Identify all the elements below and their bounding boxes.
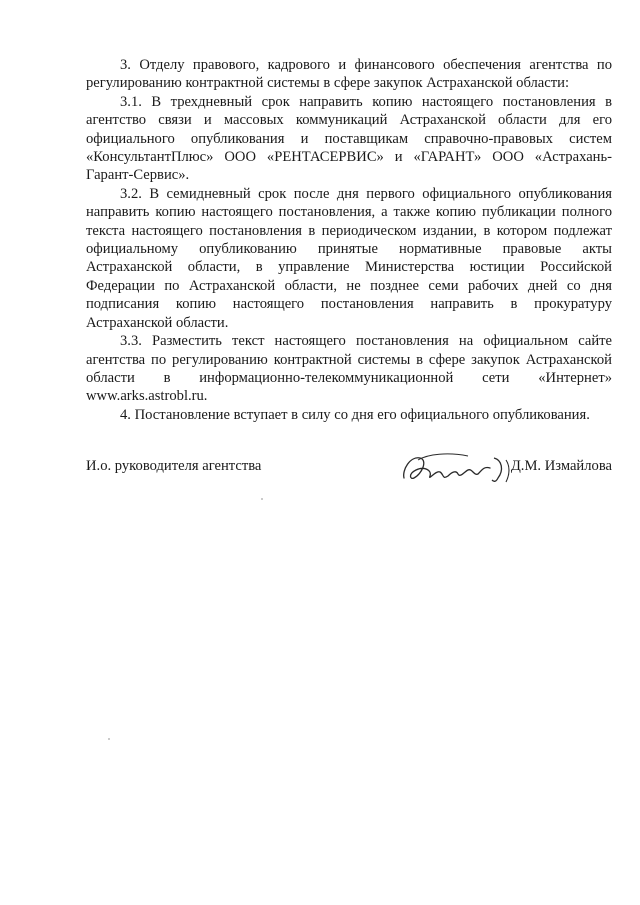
scan-speck	[261, 498, 263, 500]
signature-block	[86, 448, 612, 488]
signatory-name: Д.М. Измайлова	[510, 458, 612, 474]
scan-speck	[108, 738, 110, 740]
paragraph-3-3: 3.3. Разместить текст настоящего постановления на официальном сайте агентства по регулированию контрактной системы в сфере закупок Астраханской области в информационно-телекоммуникационной сети «Интернет» www.arks.astrobl.ru.	[86, 333, 612, 405]
paragraph-3-1: 3.1. В трехдневный срок направить копию настоящего постановления в агентство связи и массовых коммуникаций Астраханской области для его официального опубликования и поставщикам справочно-правовых систем «КонсультантПлюс» ООО «РЕНТАСЕРВИС» и «ГАРАНТ» ООО «Астрахань-Гарант-Сервис».	[86, 93, 612, 184]
signatory-position: И.о. руководителя агентства	[86, 458, 262, 474]
document-body	[86, 56, 612, 424]
handwritten-signature	[398, 448, 528, 488]
paragraph-3-2: 3.2. В семидневный срок после дня первого официального опубликования направить копию настоящего постановления, а также копию публикации полного текста настоящего постановления в периодическом издании, в котором подлежат официальному опубликованию принятые нормативные правовые акты Астраханской области, в управление Министерства юстиции Российской Федерации по Астраханской области, не позднее семи рабочих дней со дня подписания копию настоящего постановления направить в прокуратуру Астраханской области.	[86, 185, 612, 331]
paragraph-3: 3. Отделу правового, кадрового и финансового обеспечения агентства по регулированию контрактной системы в сфере закупок Астраханской области:	[86, 57, 612, 92]
paragraph-4: 4. Постановление вступает в силу со дня его официального опубликования.	[120, 406, 590, 423]
